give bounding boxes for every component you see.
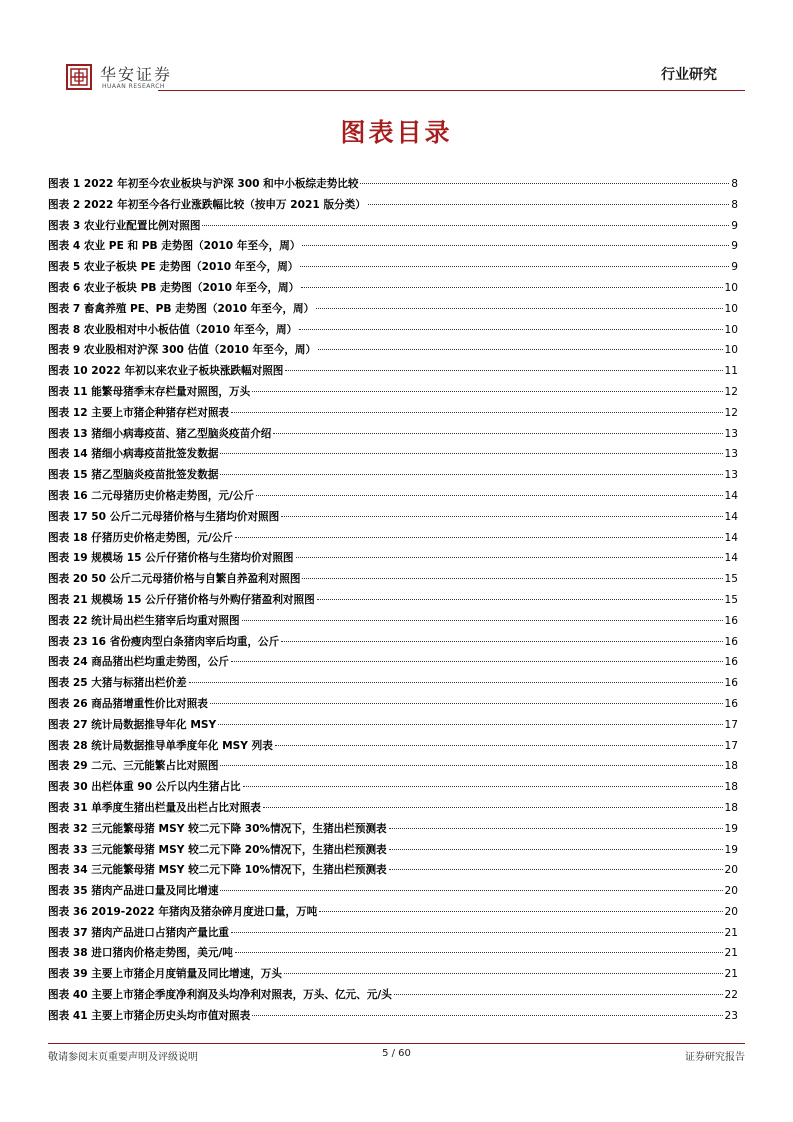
toc-leader-dots [256,495,722,496]
footer-disclaimer: 敬请参阅末页重要声明及评级说明 [48,1052,198,1063]
toc-leader-dots [243,786,723,787]
toc-entry-page[interactable]: 9 [731,261,738,274]
toc-entry-page[interactable]: 10 [724,302,738,315]
toc-entry[interactable] [48,925,738,946]
toc-leader-dots [301,287,722,288]
toc-leader-dots [318,349,722,350]
toc-leader-dots [360,183,729,184]
toc-leader-dots [220,890,722,891]
toc-entry-page[interactable]: 14 [724,531,738,544]
toc-leader-dots [220,474,722,475]
toc-leader-dots [235,952,723,953]
toc-leader-dots [231,661,722,662]
toc-entry-page[interactable]: 11 [724,365,738,378]
toc-leader-dots [389,869,723,870]
toc-entry-label[interactable]: 图表 1 2022 年初至今农业板块与沪深 300 和中小板综走势比较 [48,178,359,190]
toc-entry-page[interactable]: 16 [724,677,738,690]
toc-entry[interactable] [48,904,738,925]
footer-divider [48,1043,745,1044]
toc-entry-label[interactable]: 图表 30 出栏体重 90 公斤以内生猪占比 [48,781,241,794]
toc-entry-label[interactable]: 图表 23 16 省份瘦肉型白条猪肉宰后均重，公斤 [48,635,280,648]
toc-entry-label[interactable]: 图表 38 进口猪肉价格走势图，美元/吨 [48,947,233,960]
toc-entry-page[interactable]: 13 [724,448,738,461]
toc-entry[interactable] [48,426,738,447]
toc-entry[interactable] [48,509,738,530]
toc-entry-page[interactable]: 10 [724,344,738,357]
toc-entry-label[interactable]: 图表 6 农业子板块 PB 走势图（2010 年至今，周） [48,281,300,294]
toc-entry-page[interactable]: 21 [724,947,738,960]
toc-entry-label[interactable]: 图表 3 农业行业配置比例对照图 [48,219,201,232]
toc-entry-page[interactable]: 21 [724,968,738,981]
toc-entry-page[interactable]: 20 [724,864,738,877]
toc-entry-page[interactable]: 16 [724,697,738,710]
header-divider [158,90,745,91]
toc-entry-label[interactable]: 图表 14 猪细小病毒疫苗批签发数据 [48,448,219,461]
toc-entry[interactable] [48,550,738,571]
toc-leader-dots [316,308,722,309]
toc-entry[interactable] [48,1008,738,1029]
toc-entry-page[interactable]: 10 [724,323,738,336]
toc-entry-page[interactable]: 19 [724,822,738,835]
toc-entry[interactable] [48,384,738,405]
toc-leader-dots [285,370,722,371]
toc-entry-label[interactable]: 图表 15 猪乙型脑炎疫苗批签发数据 [48,469,219,482]
toc-entry-label[interactable]: 图表 5 农业子板块 PE 走势图（2010 年至今，周） [48,261,299,274]
toc-entry-label[interactable]: 图表 17 50 公斤二元母猪价格与生猪均价对照图 [48,510,280,523]
toc-entry-page[interactable]: 16 [724,635,738,648]
toc-entry[interactable] [48,758,738,779]
toc-leader-dots [368,204,729,205]
toc-entry-page[interactable]: 14 [724,510,738,523]
toc-entry-page[interactable]: 9 [731,240,738,253]
toc-entry-page[interactable]: 18 [724,801,738,814]
toc-entry-page[interactable]: 14 [724,552,738,565]
toc-entry-label[interactable]: 图表 27 统计局数据推导年化 MSY [48,718,217,731]
toc-entry[interactable] [48,654,738,675]
footer-page-number: 5 / 60 [382,1048,411,1059]
toc-entry[interactable] [48,966,738,987]
toc-leader-dots [281,641,722,642]
toc-entry-label[interactable]: 图表 28 统计局数据推导单季度年化 MSY 列表 [48,739,273,752]
toc-entry[interactable] [48,322,738,343]
toc-entry[interactable] [48,987,738,1008]
toc-leader-dots [389,828,723,829]
toc-entry[interactable] [48,696,738,717]
toc-entry-label[interactable]: 图表 13 猪细小病毒疫苗、猪乙型脑炎疫苗介绍 [48,427,272,440]
toc-entry[interactable] [48,738,738,759]
toc-list [48,176,738,1029]
toc-leader-dots [252,391,722,392]
section-label: 行业研究 [661,67,717,83]
page-header [48,58,745,98]
toc-entry-page[interactable]: 20 [724,885,738,898]
toc-entry-page[interactable]: 16 [724,614,738,627]
toc-entry[interactable] [48,675,738,696]
toc-entry-label[interactable]: 图表 20 50 公斤二元母猪价格与自繁自养盈利对照图 [48,573,301,586]
toc-entry-label[interactable]: 图表 4 农业 PE 和 PB 走势图（2010 年至今，周） [48,240,301,253]
toc-leader-dots [319,911,722,912]
toc-entry-page[interactable]: 18 [724,760,738,773]
toc-leader-dots [317,599,723,600]
toc-leader-dots [281,516,722,517]
toc-entry[interactable] [48,363,738,384]
toc-entry[interactable] [48,571,738,592]
toc-entry[interactable] [48,530,738,551]
toc-entry[interactable] [48,342,738,363]
toc-entry-label[interactable]: 图表 36 2019-2022 年猪肉及猪杂碎月度进口量，万吨 [48,905,318,918]
toc-entry-label[interactable]: 图表 10 2022 年初以来农业子板块涨跌幅对照图 [48,365,284,378]
toc-leader-dots [273,433,722,434]
toc-leader-dots [202,225,729,226]
toc-entry-page[interactable]: 23 [724,1009,738,1022]
toc-leader-dots [300,266,729,267]
toc-leader-dots [231,412,722,413]
toc-leader-dots [189,682,723,683]
toc-entry-label[interactable]: 图表 35 猪肉产品进口量及同比增速 [48,885,219,898]
toc-entry[interactable] [48,197,738,218]
page-title: 图表目录 [340,118,453,147]
toc-entry-page[interactable]: 9 [731,219,738,232]
toc-leader-dots [235,537,723,538]
toc-entry[interactable] [48,613,738,634]
toc-entry-page[interactable]: 22 [724,989,738,1002]
toc-entry[interactable] [48,862,738,883]
toc-entry-label[interactable]: 图表 24 商品猪出栏均重走势图，公斤 [48,656,230,669]
toc-leader-dots [263,807,723,808]
toc-entry[interactable] [48,717,738,738]
toc-leader-dots [220,765,722,766]
toc-entry-label[interactable]: 图表 11 能繁母猪季末存栏量对照图，万头 [48,385,251,398]
toc-entry[interactable] [48,634,738,655]
toc-leader-dots [296,557,723,558]
toc-leader-dots [302,578,722,579]
toc-entry-page[interactable]: 19 [724,843,738,856]
brand-logo-icon [66,64,92,90]
toc-entry-label[interactable]: 图表 18 仔猪历史价格走势图，元/公斤 [48,531,233,544]
toc-entry-label[interactable]: 图表 16 二元母猪历史价格走势图，元/公斤 [48,489,255,502]
toc-leader-dots [389,849,723,850]
toc-entry-page[interactable]: 15 [724,573,738,586]
toc-entry-label[interactable]: 图表 41 主要上市猪企历史头均市值对照表 [48,1009,251,1022]
toc-entry[interactable] [48,945,738,966]
toc-leader-dots [231,932,722,933]
toc-leader-dots [252,1015,722,1016]
toc-entry[interactable] [48,176,738,197]
toc-entry-label[interactable]: 图表 26 商品猪增重性价比对照表 [48,697,208,710]
toc-entry-page[interactable]: 8 [731,178,738,190]
toc-entry-label[interactable]: 图表 39 主要上市猪企月度销量及同比增速，万头 [48,968,282,981]
toc-leader-dots [302,245,729,246]
toc-entry[interactable] [48,779,738,800]
footer-report-type: 证券研究报告 [685,1052,745,1063]
toc-entry-label[interactable]: 图表 2 2022 年初至今各行业涨跌幅比较（按申万 2021 版分类） [48,198,366,211]
toc-entry[interactable] [48,259,738,280]
brand-subtitle: HUAAN RESEARCH [102,83,165,90]
toc-entry-label[interactable]: 图表 29 二元、三元能繁占比对照图 [48,760,219,773]
toc-entry-page[interactable]: 17 [724,739,738,752]
toc-leader-dots [275,745,723,746]
toc-leader-dots [299,329,722,330]
toc-leader-dots [220,453,722,454]
toc-leader-dots [218,724,722,725]
toc-entry-page[interactable]: 17 [724,718,738,731]
toc-entry-page[interactable]: 12 [724,385,738,398]
toc-entry-label[interactable]: 图表 34 三元能繁母猪 MSY 较二元下降 10%情况下，生猪出栏预测表 [48,864,387,877]
toc-entry-page[interactable]: 15 [724,593,738,606]
toc-entry[interactable] [48,405,738,426]
toc-entry-page[interactable]: 12 [724,406,738,419]
toc-entry-label[interactable]: 图表 40 主要上市猪企季度净利润及头均净利对照表，万头、亿元、元/头 [48,989,392,1002]
toc-leader-dots [210,703,723,704]
toc-entry[interactable] [48,301,738,322]
toc-leader-dots [394,994,723,995]
toc-entry[interactable] [48,592,738,613]
toc-entry[interactable] [48,883,738,904]
toc-entry-label[interactable]: 图表 22 统计局出栏生猪宰后均重对照图 [48,614,240,627]
toc-entry-page[interactable]: 13 [724,469,738,482]
toc-entry[interactable] [48,446,738,467]
toc-entry[interactable] [48,842,738,863]
toc-entry-page[interactable]: 8 [731,198,738,211]
toc-entry-label[interactable]: 图表 7 畜禽养殖 PE、PB 走势图（2010 年至今，周） [48,302,315,315]
brand-name: 华安证券 [100,65,173,84]
toc-entry-label[interactable]: 图表 12 主要上市猪企种猪存栏对照表 [48,406,230,419]
toc-entry[interactable] [48,467,738,488]
toc-entry-label[interactable]: 图表 25 大猪与标猪出栏价差 [48,677,187,690]
toc-entry-label[interactable]: 图表 21 规模场 15 公斤仔猪价格与外购仔猪盈利对照图 [48,593,315,606]
toc-entry-page[interactable]: 14 [724,489,738,502]
toc-entry-page[interactable]: 13 [724,427,738,440]
toc-entry-label[interactable]: 图表 19 规模场 15 公斤仔猪价格与生猪均价对照图 [48,552,294,565]
toc-entry[interactable] [48,800,738,821]
toc-entry-label[interactable]: 图表 8 农业股相对中小板估值（2010 年至今，周） [48,323,298,336]
toc-entry-page[interactable]: 18 [724,781,738,794]
toc-entry-label[interactable]: 图表 31 单季度生猪出栏量及出栏占比对照表 [48,801,261,814]
toc-entry-label[interactable]: 图表 9 农业股相对沪深 300 估值（2010 年至今，周） [48,344,317,357]
toc-entry[interactable] [48,280,738,301]
toc-entry-page[interactable]: 20 [724,905,738,918]
toc-entry[interactable] [48,218,738,239]
toc-entry-label[interactable]: 图表 37 猪肉产品进口占猪肉产量比重 [48,926,230,939]
toc-entry[interactable] [48,238,738,259]
toc-entry-page[interactable]: 21 [724,926,738,939]
toc-entry[interactable] [48,821,738,842]
toc-entry-page[interactable]: 16 [724,656,738,669]
toc-leader-dots [242,620,723,621]
toc-entry[interactable] [48,488,738,509]
toc-entry-label[interactable]: 图表 32 三元能繁母猪 MSY 较二元下降 30%情况下，生猪出栏预测表 [48,822,387,835]
toc-entry-label[interactable]: 图表 33 三元能繁母猪 MSY 较二元下降 20%情况下，生猪出栏预测表 [48,843,387,856]
toc-entry-page[interactable]: 10 [724,281,738,294]
toc-leader-dots [284,973,723,974]
